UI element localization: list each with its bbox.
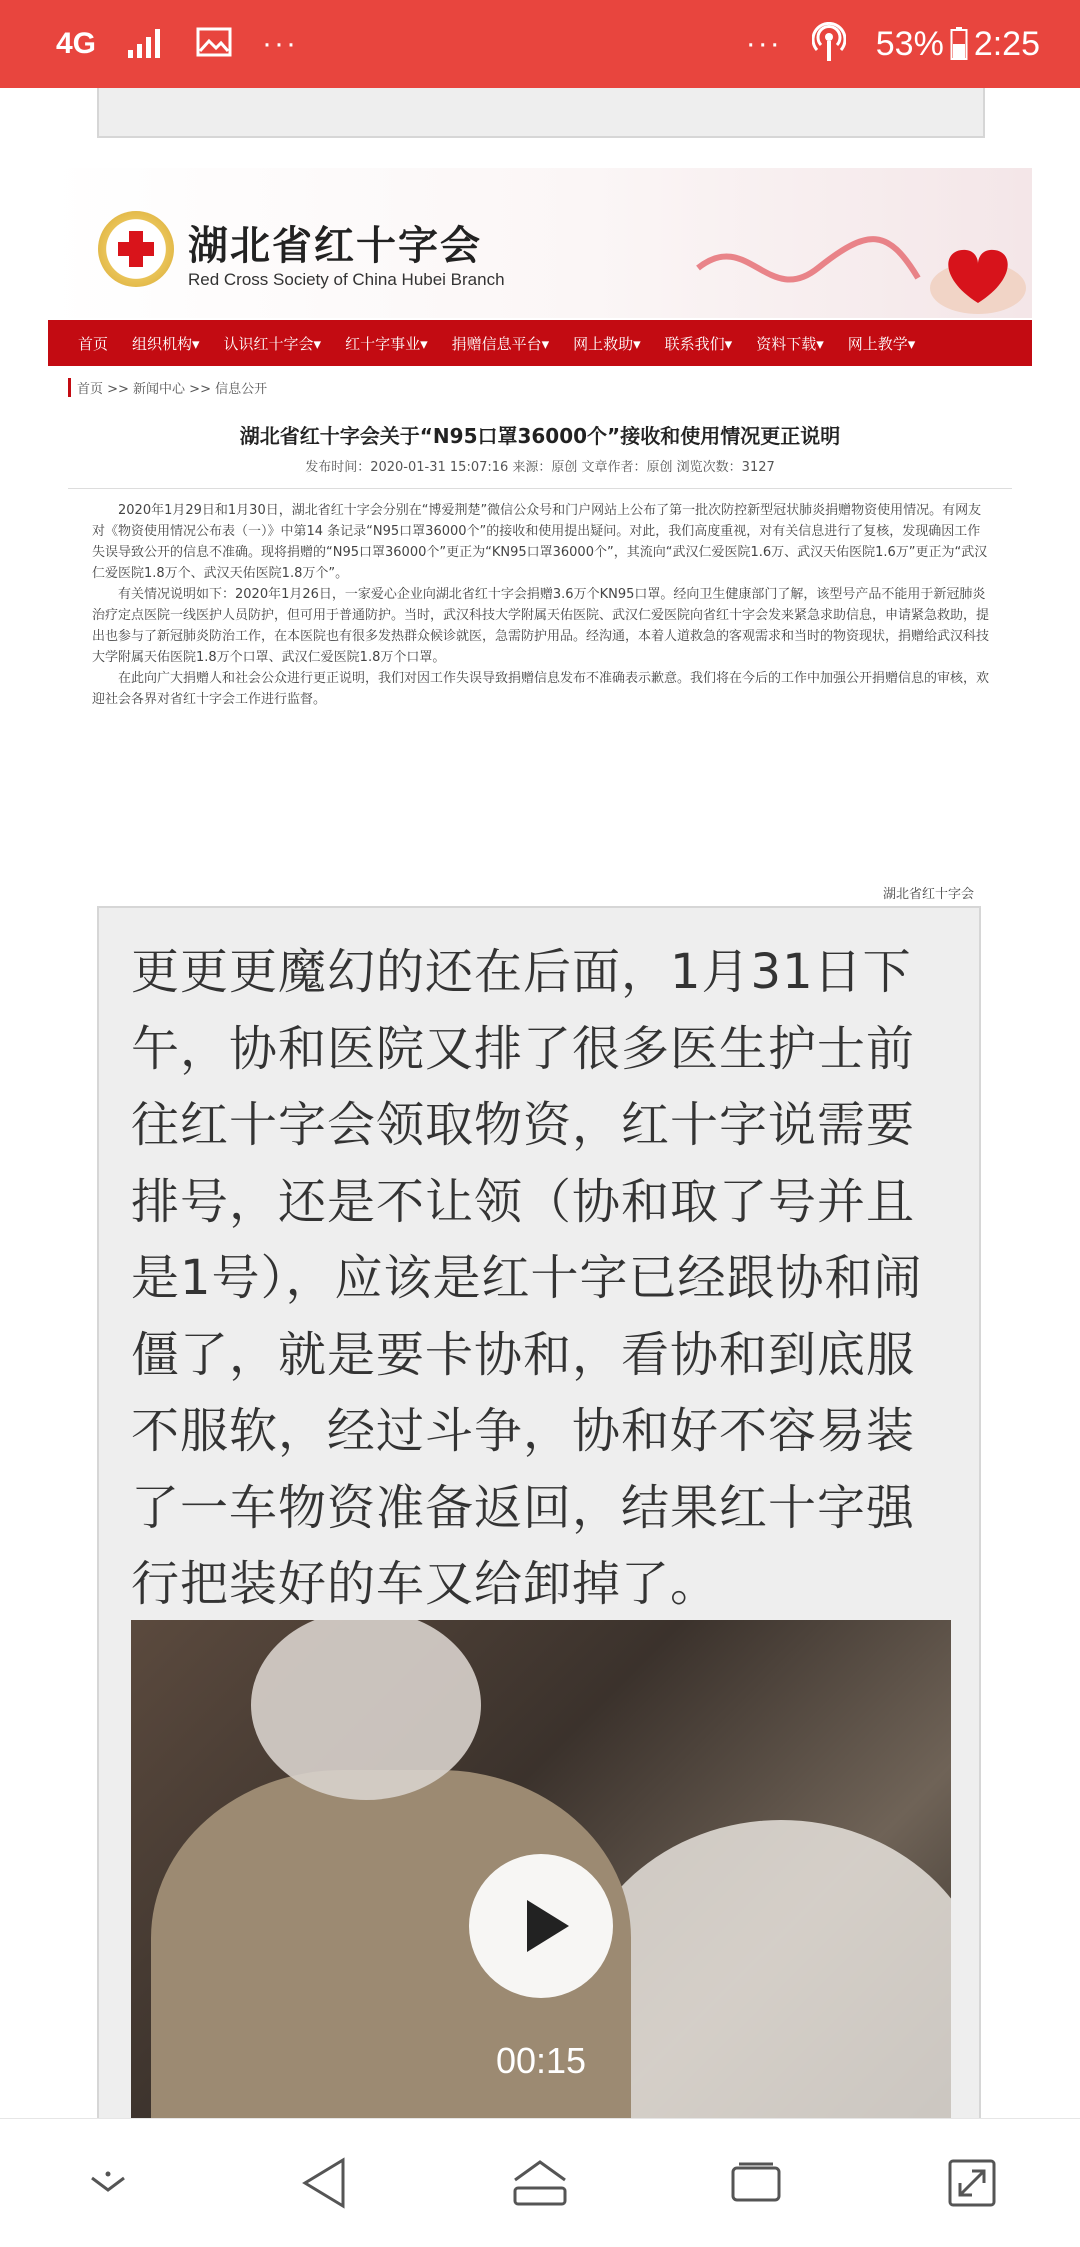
status-bar bbox=[0, 0, 1080, 88]
article-paragraph: 2020年1月29日和1月30日，湖北省红十字会分别在“博爱荆楚”微信公众号和门户网站上公布了第一批次防控新型冠状肺炎捐赠物资使用情况。有网友对《物资使用情况公布表（一）》中第14 条记录“N95口罩36000个”的接收和使用提出疑问。对此，我们高度重视，对有关信息进行了复核，发现确因工作失误导致公开的信息不准确。现将捐赠的“N95口罩36000个”更正为“KN95口罩36000个”，其流向“武汉仁爱医院1.6万、武汉天佑医院1.6万”更正为“武汉仁爱医院1.8万个、武汉天佑医院1.8万个”。 bbox=[92, 503, 988, 581]
more-left-indicator: ··· bbox=[262, 27, 299, 60]
article-meta: 发布时间：2020-01-31 15:07:16 来源：原创 文章作者：原创 浏览次数：3127 bbox=[305, 460, 775, 475]
battery-icon bbox=[950, 27, 968, 61]
site-nav-item: 首页 bbox=[78, 334, 109, 353]
site-banner bbox=[48, 168, 1032, 318]
collapse-button[interactable] bbox=[68, 2143, 148, 2223]
site-nav-item: 网上教学▾ bbox=[847, 334, 916, 353]
divider bbox=[68, 488, 1012, 489]
site-nav-item: 联系我们▾ bbox=[664, 334, 733, 353]
content-area[interactable] bbox=[0, 88, 1080, 2118]
video-player[interactable] bbox=[131, 1620, 951, 2118]
image-icon bbox=[196, 27, 232, 62]
back-icon bbox=[299, 2156, 349, 2210]
post-text: 更更更魔幻的还在后面，1月31日下午，协和医院又排了很多医生护士前往红十字会领取物资，红十字说需要排号，还是不让领（协和取了号并且是1号），应该是红十字已经跟协和闹僵了，就是要卡协和，看协和到底服不服软，经过斗争，协和好不容易装了一车物资准备返回，结果红十字强行把装好的车又给卸掉了。 bbox=[131, 944, 923, 1612]
article-paragraph: 在此向广大捐赠人和社会公众进行更正说明，我们对因工作失误导致捐赠信息发布不准确表示歉意。我们将在今后的工作中加强公开捐赠信息的审核，欢迎社会各界对省红十字会工作进行监督。 bbox=[92, 671, 990, 707]
video-duration: 00:15 bbox=[495, 2040, 587, 2081]
breadcrumb: 首页 >> 新闻中心 >> 信息公开 bbox=[68, 378, 267, 397]
heart-ribbon-illustration bbox=[688, 208, 1028, 318]
site-nav-item: 捐赠信息平台▾ bbox=[451, 334, 550, 353]
site-subtitle: Red Cross Society of China Hubei Branch bbox=[188, 270, 505, 289]
battery-percent: 53% bbox=[875, 24, 944, 63]
network-type: 4G bbox=[56, 27, 97, 60]
tabs-icon bbox=[729, 2160, 783, 2206]
hotspot-icon bbox=[812, 22, 846, 67]
more-right-indicator: ··· bbox=[745, 27, 782, 60]
article-paragraph: 有关情况说明如下：2020年1月26日，一家爱心企业向湖北省红十字会捐赠3.6万个KN95口罩。经向卫生健康部门了解，该型号产品不能用于新冠肺炎治疗定点医院一线医护人员防护，但可用于普通防护。当时，武汉科技大学附属天佑医院、武汉仁爱医院向省红十字会发来紧急求助信息，申请紧急救助，提出也参与了新冠肺炎防治工作，在本医院也有很多发热群众候诊就医，急需防护用品。经沟通，本着人道救急的客观需求和当时的物资现状，捐赠给武汉科技大学附属天佑医院1.8万个口罩、武汉仁爱医院1.8万个口罩。 bbox=[92, 587, 990, 665]
red-cross-icon bbox=[112, 225, 160, 273]
article-title: 湖北省红十字会关于“N95口罩36000个”接收和使用情况更正说明 bbox=[239, 424, 841, 448]
site-nav-item: 网上救助▾ bbox=[573, 334, 641, 353]
bottom-navigation bbox=[0, 2118, 1080, 2247]
post-card bbox=[97, 906, 981, 2118]
play-icon bbox=[527, 1900, 569, 1952]
status-left bbox=[56, 26, 298, 63]
collapse-icon bbox=[86, 2168, 130, 2198]
back-button[interactable] bbox=[284, 2143, 364, 2223]
previous-card-bottom bbox=[97, 88, 985, 138]
status-right bbox=[746, 22, 1040, 67]
site-nav-item: 组织机构▾ bbox=[132, 334, 200, 353]
site-nav-item: 认识红十字会▾ bbox=[223, 334, 322, 353]
fullscreen-icon bbox=[946, 2157, 998, 2209]
tabs-button[interactable] bbox=[716, 2143, 796, 2223]
site-nav bbox=[48, 320, 1032, 366]
home-icon bbox=[511, 2158, 569, 2208]
site-nav-item: 资料下载▾ bbox=[756, 334, 824, 353]
fullscreen-button[interactable] bbox=[932, 2143, 1012, 2223]
clock: 2:25 bbox=[973, 24, 1040, 63]
article-body bbox=[92, 500, 992, 710]
site-nav-item: 红十字事业▾ bbox=[345, 334, 428, 353]
home-button[interactable] bbox=[500, 2143, 580, 2223]
play-button[interactable] bbox=[469, 1854, 613, 1998]
signal-icon bbox=[126, 26, 166, 63]
site-title: 湖北省红十字会 bbox=[188, 223, 482, 269]
embedded-screenshot[interactable] bbox=[48, 168, 1032, 958]
battery-indicator bbox=[876, 25, 1040, 64]
signature-org: 湖北省红十字会 bbox=[882, 887, 974, 902]
